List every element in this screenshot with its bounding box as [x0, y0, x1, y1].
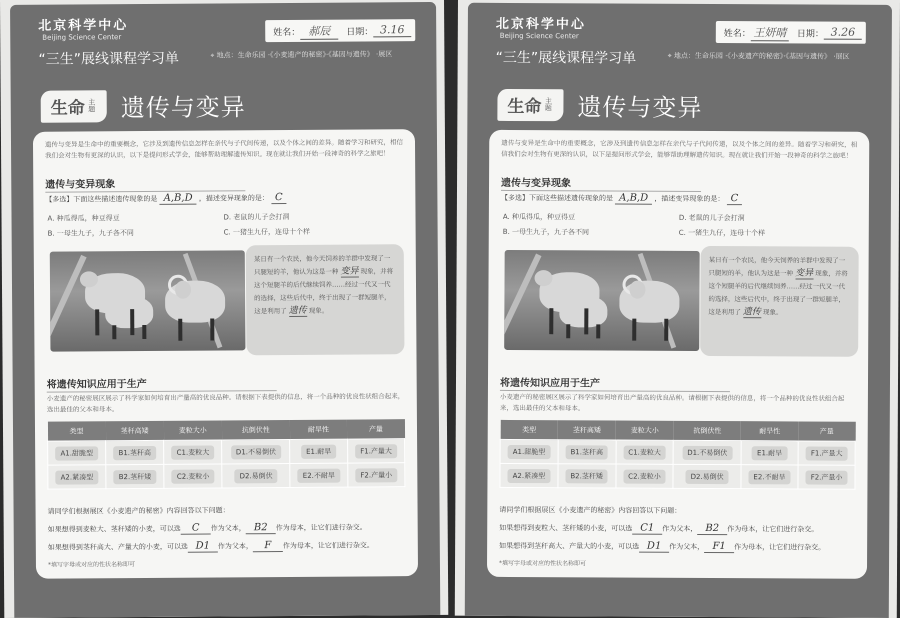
table-cell: F1.产量大 [355, 444, 397, 458]
location-pin-icon: ⌖ [667, 51, 672, 60]
option-c: C. 一猪生九仔，连母十个样 [223, 227, 310, 237]
logo-text: 北京科学中心 [495, 16, 586, 33]
answer-field[interactable]: 变异 [340, 266, 359, 277]
question-1-text: 【多选】下面这些描述遗传现象的是 [45, 194, 158, 204]
theme-badge [497, 88, 563, 120]
table-cell: D2.易倒伏 [686, 469, 729, 483]
answer-field[interactable]: C [181, 523, 211, 535]
student-name-value: 王妍晴 [753, 25, 787, 39]
table-cell: C1.麦粒大 [172, 445, 215, 459]
option-b: B. 一母生九子，九子各不同 [502, 227, 590, 237]
table-header: 耐旱性 [290, 420, 348, 440]
worksheet-card [487, 130, 869, 579]
location-text: 地点：生命乐园 ·《小麦遗产的秘密》·《基因与遗传》 ·展区 [216, 50, 393, 60]
worksheet-header-frame [10, 2, 440, 618]
final-line-2-end: 作为母本，让它们进行杂交。 [282, 541, 374, 551]
final-line-1 [48, 521, 410, 536]
final-intro: 请同学们根据展区《小麦遗产的秘密》内容回答以下问题： [499, 505, 682, 515]
traits-table [47, 419, 405, 489]
science-center-logo [38, 14, 128, 42]
table-header: 抗倒伏性 [222, 420, 290, 440]
sheep-photo [504, 250, 700, 351]
student-info-box[interactable] [265, 19, 415, 42]
answer-field[interactable]: B2 [697, 523, 727, 535]
final-line-2-end: 作为母本，让它们进行杂交。 [734, 543, 826, 552]
answer-field[interactable]: D1 [188, 540, 218, 552]
section2-description: 小麦遗产的秘密展区展示了科学家如何培育出产量高的优良品种。请根据下表提供的信息，将一个品种的优良性状组合起来，选出最佳的父本和母本。 [499, 392, 845, 413]
final-line-2 [48, 539, 410, 554]
story-text-b: 现象，并将这个短腿羊的后代继续饲养……经过一代又一代的选择，这些后代中，终于出现了一群短腿羊，这是利用了 [708, 269, 848, 317]
story-text-a: 某日有一个农民，他今天饲养的羊群中发现了一只腿短的羊，他认为这是一种 [708, 256, 846, 278]
answer-field[interactable]: 变异 [795, 268, 814, 279]
question-1-mid: ，描述变异现象的是： [198, 194, 269, 203]
table-header-row [47, 419, 404, 441]
location-pin-icon: ⌖ [210, 51, 215, 60]
story-text-b: 现象，并将这个短腿羊的后代继续饲养……经过一代又一代的选择，这些后代中，终于出现了一群短腿羊，这是利用了 [253, 267, 394, 316]
section2-title: 将遗传知识应用于生产 [500, 374, 730, 392]
option-a: A. 种瓜得瓜，种豆得豆 [47, 214, 120, 223]
final-line-2-mid: 作为父本， [669, 542, 705, 551]
table-header-row [500, 420, 855, 441]
table-header: 耐旱性 [741, 421, 798, 441]
option-b: B. 一母生九子，九子各不同 [47, 229, 134, 238]
story-text-c: 现象。 [763, 308, 783, 317]
answer-field[interactable]: 遗传 [742, 307, 761, 318]
answer-field[interactable]: D1 [639, 541, 669, 553]
worksheet-left [0, 0, 448, 618]
section1-title: 遗传与变异现象 [45, 174, 245, 192]
course-title: “三生”展线课程学习单 [38, 50, 179, 68]
theme-badge [41, 90, 107, 122]
final-line-1 [499, 522, 859, 536]
table-cell: B2.茎秆矮 [565, 469, 608, 483]
student-name-value: 郝辰 [308, 24, 331, 38]
answer-field[interactable]: C [271, 192, 287, 204]
table-header: 类型 [500, 420, 558, 440]
traits-table [499, 420, 855, 490]
answer-field[interactable]: F1 [704, 541, 734, 553]
table-cell: D1.不易倒伏 [682, 445, 732, 459]
final-line-1-end: 作为母本，让它们进行杂交。 [275, 523, 367, 533]
answer-field[interactable]: C [727, 193, 743, 205]
table-header: 产量 [347, 419, 404, 439]
course-title: “三生”展线课程学习单 [495, 49, 637, 67]
location-line [668, 51, 850, 62]
name-label: 姓名： [273, 27, 301, 38]
theme-badge-small: 主题 [87, 98, 96, 113]
answer-field[interactable]: B2 [246, 522, 276, 534]
date-value: 3.16 [379, 23, 405, 37]
theme-row [41, 87, 246, 123]
option-a: A. 种瓜得瓜，种豆得豆 [502, 212, 576, 222]
location-text: 地点：生命乐园 ·《小麦遗产的秘密》·《基因与遗传》 ·展区 [673, 51, 850, 61]
table-header: 茎秆高矮 [558, 420, 616, 440]
question-1-text: 【多选】下面这些描述遗传现象的是 [500, 193, 613, 203]
final-line-1-mid: 作为父本， [662, 524, 698, 533]
table-cell: C1.麦粒大 [623, 445, 666, 459]
table-cell: E2.不耐旱 [298, 468, 340, 482]
date-label: 日期： [346, 26, 374, 38]
final-line-2 [499, 540, 859, 554]
table-header: 麦粒大小 [164, 420, 222, 440]
final-line-2-text: 如果想得到茎秆高大、产量大的小麦，可以选 [499, 541, 640, 551]
table-cell: A1.甜脆型 [55, 446, 98, 460]
answer-field[interactable]: A,B,D [160, 193, 197, 205]
final-line-1-text: 如果想得到麦粒大、茎秆矮的小麦，可以选 [47, 524, 181, 534]
final-line-1-text: 如果想得到麦粒大、茎秆矮的小麦，可以选 [499, 523, 633, 533]
answer-field[interactable]: F [253, 540, 283, 552]
table-header: 类型 [47, 421, 105, 441]
theme-row [497, 87, 702, 123]
table-cell: D2.易倒伏 [235, 469, 278, 483]
table-header: 茎秆高矮 [106, 421, 164, 441]
theme-badge-text: 生命 [50, 97, 85, 119]
intro-paragraph: 遗传与变异是生命中的重要概念，它涉及到遗传信息怎样在亲代与子代间传递，以及个体之间的差异。随着学习和研究，相信我们会对生物有更深的认识，以下是提问形式学会，能够帮助理解遗传知识。现在就让我们开始一段神奇的科学之旅吧！ [44, 138, 404, 160]
story-text-a: 某日有一个农民，他今天饲养的羊群中发现了一只腿短的羊，他认为这是一种 [253, 254, 391, 277]
table-cell: F2.产量小 [806, 470, 848, 484]
table-header: 产量 [798, 421, 855, 441]
story-text-c: 现象。 [308, 306, 329, 315]
table-cell: B1.茎秆高 [113, 445, 156, 459]
table-header: 抗倒伏性 [674, 421, 742, 441]
table-cell: A1.甜脆型 [508, 444, 551, 458]
answer-field[interactable]: A,B,D [615, 193, 652, 205]
science-center-logo [496, 13, 586, 40]
option-d: D. 老鼠的儿子会打洞 [678, 213, 745, 223]
final-line-2-text: 如果想得到茎秆高大、产量大的小麦，可以选 [47, 542, 188, 552]
theme-title: 遗传与变异 [577, 93, 703, 122]
theme-badge-text: 生命 [507, 96, 542, 117]
intro-paragraph: 遗传与变异是生命中的重要概念，它涉及到遗传信息怎样在亲代与子代间传递，以及个体之间的差异。随着学习和研究，相信我们会对生物有更深的认识，以下是提问形式学会，能够帮助理解遗传知识。现在就让我们开始一段神奇的科学之旅吧！ [501, 138, 858, 160]
question-1 [45, 191, 407, 205]
option-d: D. 老鼠的儿子会打洞 [223, 212, 290, 222]
table-cell: A2.紧凑型 [56, 470, 99, 484]
final-line-1-end: 作为母本，让它们进行杂交。 [727, 525, 819, 534]
date-value: 3.26 [830, 25, 856, 39]
question-1 [501, 192, 861, 205]
table-row [500, 439, 855, 465]
option-c: C. 一猪生九仔，连母十个样 [678, 228, 766, 238]
answer-field[interactable]: C1 [632, 523, 662, 535]
table-row [48, 463, 405, 489]
table-row [48, 439, 405, 465]
worksheet-card [33, 129, 418, 579]
table-cell: F1.产量大 [806, 446, 848, 460]
theme-badge-small: 主题 [544, 97, 553, 112]
table-cell: A2.紧凑型 [508, 468, 551, 482]
worksheet-header-frame [465, 3, 892, 618]
table-row [500, 463, 855, 489]
footnote: *填写字母或对应的性状名称即可 [47, 561, 135, 569]
logo-text: 北京科学中心 [38, 18, 129, 34]
final-line-2-mid: 作为父本， [217, 542, 253, 551]
worksheet-right [455, 0, 900, 618]
name-label: 姓名： [723, 28, 751, 39]
table-cell: E1.耐旱 [301, 444, 336, 458]
table-cell: B2.茎秆矮 [114, 469, 157, 483]
date-label: 日期： [796, 28, 824, 40]
question-1-mid: ，描述变异现象的是： [654, 194, 725, 204]
location-line [210, 49, 392, 60]
sheep-photo [50, 250, 246, 351]
story-box [246, 244, 405, 355]
answer-field[interactable]: 遗传 [288, 305, 307, 316]
table-cell: C2.麦粒小 [172, 469, 215, 483]
table-cell: F2.产量小 [355, 468, 397, 482]
logo-subtitle: Beijing Science Center [42, 33, 122, 42]
final-intro: 请同学们根据展区《小麦遗产的秘密》内容回答以下问题： [47, 506, 230, 516]
table-header: 麦粒大小 [616, 421, 674, 441]
logo-subtitle: Beijing Science Center [499, 31, 579, 41]
student-info-box[interactable] [716, 21, 866, 44]
footnote: *填写字母或对应的性状名称即可 [499, 559, 587, 568]
table-cell: E2.不耐旱 [748, 470, 790, 484]
table-cell: C2.麦粒小 [623, 469, 666, 483]
final-line-1-mid: 作为父本， [210, 524, 246, 533]
table-cell: B1.茎秆高 [565, 445, 608, 459]
table-cell: E1.耐旱 [752, 446, 787, 460]
theme-title: 遗传与变异 [120, 93, 246, 123]
section2-title: 将遗传知识应用于生产 [47, 374, 277, 393]
story-box [700, 246, 859, 357]
section2-description: 小麦遗产的秘密展区展示了科学家如何培育出产量高的优良品种。请根据下表提供的信息，将一个品种的优良性状组合起来，选出最佳的父本和母本。 [46, 392, 405, 414]
table-cell: D1.不易倒伏 [231, 445, 281, 459]
section1-title: 遗传与变异现象 [501, 174, 701, 192]
